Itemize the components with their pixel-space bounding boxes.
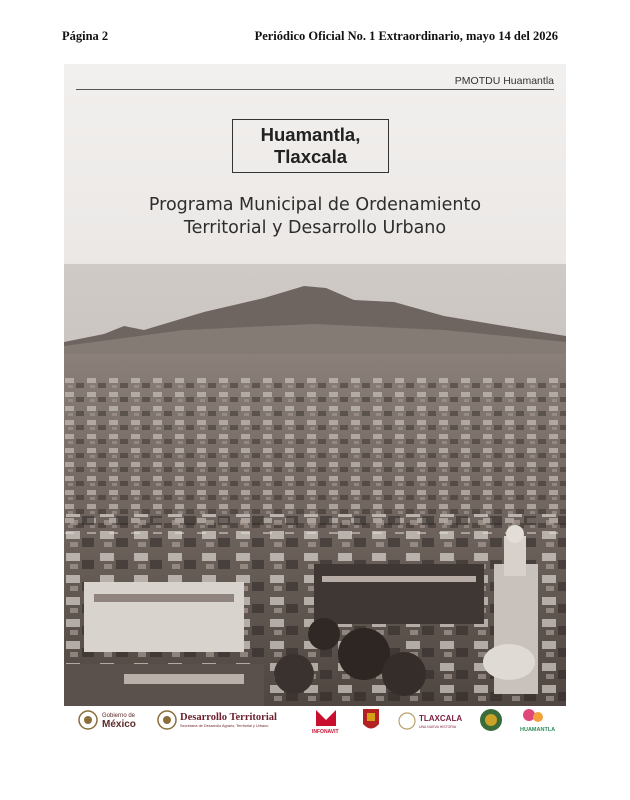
program-title [64,194,566,240]
gobierno-mexico-logo [79,711,136,730]
title-box [232,119,389,173]
city-aerial-photo [64,264,566,706]
desarrollo-sub: Secretaría de Desarrollo Agrario, Territorial y Urbano [180,724,269,728]
desarrollo-title: Desarrollo Territorial [180,712,277,723]
header-rule [76,89,554,90]
tlaxcala-sub: UNA NUEVA HISTORIA [419,725,457,729]
title-line-2: Tlaxcala [273,146,348,167]
page-number: Página 2 [62,29,109,43]
sponsor-logos [64,706,566,736]
tlaxcala-shield-icon [363,709,379,729]
desarrollo-territorial-logo [158,711,277,729]
infonavit-text: INFONAVIT [312,729,339,735]
gobierno-big-text: México [102,719,136,730]
subtitle-line-2: Territorial y Desarrollo Urbano [183,218,447,238]
publication-header: Periódico Oficial No. 1 Extraordinario, mayo 14 del 2026 [254,29,558,43]
infonavit-logo [312,710,339,735]
gobierno-small-text: Gobierno de [102,713,136,719]
huamantla-logo [520,709,555,733]
tlaxcala-text: TLAXCALA [419,714,463,723]
huamantla-text: HUAMANTLA [520,727,556,733]
cover-page [64,64,566,706]
document-tag: PMOTDU Huamantla [454,75,554,87]
title-line-1: Huamantla, [260,124,361,145]
tlaxcala-logo [399,713,462,729]
subtitle-line-1: Programa Municipal de Ordenamiento [148,195,482,215]
huamantla-seal-icon [480,709,502,731]
